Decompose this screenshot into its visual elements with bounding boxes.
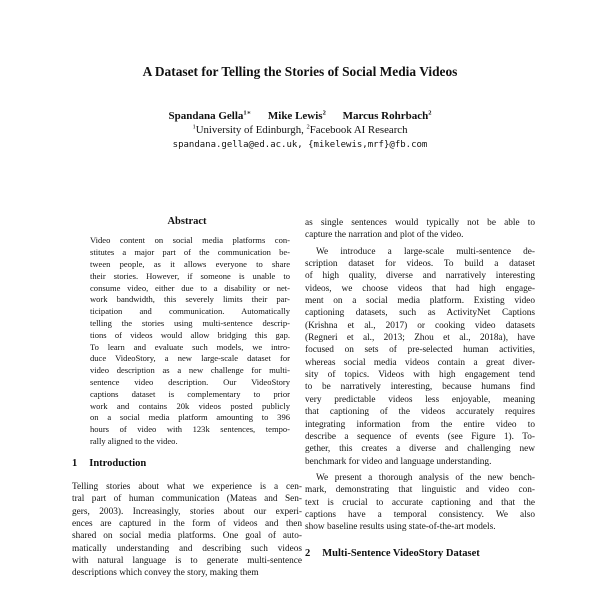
- text-line: text is crucial to accurate captioning and that the: [305, 497, 535, 508]
- right-column: [305, 217, 535, 571]
- text-line: ment on a social media platform. Existing video: [305, 296, 535, 307]
- text-line: ences are captured in the form of videos and then: [72, 519, 302, 530]
- text-line: (Regneri et al., 2013; Zhou et al., 2018a), have: [305, 333, 535, 344]
- section-1-heading: 1 Introduction: [72, 457, 147, 469]
- text-line: tween people, as it allows everyone to share: [90, 258, 290, 269]
- text-line: videos, we choose videos that had high engage-: [305, 283, 535, 294]
- text-line: work bandwidth, this severely limits their par-: [90, 294, 290, 305]
- text-line: sentence video description. Our VideoStory: [90, 376, 290, 387]
- text-line: captions dataset is complementary to prior: [90, 388, 290, 399]
- text-line: to be narratively interesting, because humans find: [305, 382, 535, 393]
- text-line: (Krishna et al., 2017) or cooking video datasets: [305, 320, 535, 331]
- text-line: integrating information from the entire video to: [305, 419, 535, 430]
- text-line: sity of topics. Videos with high engagement tend: [305, 370, 535, 381]
- abstract-heading: Abstract: [167, 216, 207, 227]
- text-line: matically understanding and describing such videos: [72, 543, 302, 554]
- text-line: rally aligned to the video.: [90, 435, 178, 446]
- abstract-body: [90, 235, 290, 447]
- section-2-heading: 2 Multi-Sentence VideoStory Dataset: [305, 547, 480, 559]
- text-line: work and contains 20k videos posted publicly: [90, 400, 290, 411]
- text-line: scription dataset for videos. To build a dataset: [305, 259, 535, 270]
- author-emails: spandana.gella@ed.ac.uk, {mikelewis,mrf}@fb.com: [172, 140, 428, 150]
- text-line: benchmark for video and language understanding.: [305, 456, 492, 467]
- text-line: of high quality, diverse and narratively interesting: [305, 271, 535, 282]
- text-line: tions of videos would allow bridging this gap.: [90, 329, 290, 340]
- text-line: as single sentences would typically not be able to: [305, 218, 535, 228]
- text-line: Telling stories about what we experience is a cen-: [72, 482, 302, 493]
- text-line: describe a sequence of events (see Figure 1). To-: [305, 431, 535, 442]
- right-paragraph-2: [305, 246, 535, 468]
- author-list: [0, 110, 600, 122]
- text-line: focused on sets of pre-selected human activities,: [305, 345, 535, 356]
- text-line: gers, 2003). Increasingly, stories about our experi-: [72, 506, 302, 517]
- text-line: tral part of human communication (Mateas and Sen-: [72, 494, 302, 505]
- text-line: captions have a temporal consistency. We also: [305, 509, 535, 520]
- text-line: Video content on social media platforms con-: [90, 235, 290, 246]
- text-line: mark, demonstrating that linguistic and video con-: [305, 485, 535, 496]
- text-line: their stories. However, if someone is unable to: [90, 270, 290, 281]
- author-3: Marcus Rohrbach$^2$: [342, 109, 432, 122]
- text-line: that captioning of the videos accurately requires: [305, 407, 535, 418]
- text-line: We present a thorough analysis of the new bench-: [316, 472, 535, 483]
- author-1: Spandana Gella$^{1∗}$: [168, 109, 252, 122]
- text-line: consume video, either due to a disability or net-: [90, 282, 290, 293]
- text-line: To learn and evaluate such models, we intro-: [90, 341, 290, 352]
- affiliations: $^1$University of Edinburgh, $^2$Facebook AI Research: [192, 123, 408, 136]
- right-paragraph-3: [305, 472, 535, 534]
- text-line: gether, this creates a diverse and challenging new: [305, 444, 535, 455]
- right-paragraph-1: [305, 217, 535, 242]
- text-line: ticipation and communication. Automatically: [90, 306, 290, 317]
- text-line: show baseline results using state-of-the-art models.: [305, 522, 496, 533]
- text-line: shared on social media platforms. One goal of auto-: [72, 531, 302, 542]
- text-line: whereas social media videos contain a great diver-: [305, 357, 535, 368]
- text-line: with natural language is to generate multi-sentence: [72, 556, 302, 567]
- text-line: very predictable videos less enjoyable, meaning: [305, 394, 535, 405]
- text-line: on a social media platform amounting to 396: [90, 412, 290, 423]
- paper-title: A Dataset for Telling the Stories of Social Media Videos: [142, 64, 458, 79]
- text-line: video description as a new challenge for multi-: [90, 365, 290, 376]
- text-line: hours of video with 123k sentences, tempo-: [90, 424, 290, 435]
- text-line: captioning datasets, such as ActivityNet Captions: [305, 308, 535, 319]
- text-line: descriptions which convey the story, making them: [72, 568, 259, 579]
- text-line: stitutes a major part of the communication be-: [90, 247, 290, 258]
- section-1-paragraph: [72, 481, 302, 580]
- author-2: Mike Lewis$^2$: [267, 109, 326, 122]
- text-line: duce VideoStory, a new large-scale dataset for: [90, 353, 290, 364]
- text-line: telling the stories using multi-sentence descrip-: [90, 317, 290, 328]
- text-line: capture the narration and plot of the video.: [305, 230, 464, 241]
- text-line: We introduce a large-scale multi-sentence de-: [316, 246, 535, 257]
- left-column: [72, 216, 302, 580]
